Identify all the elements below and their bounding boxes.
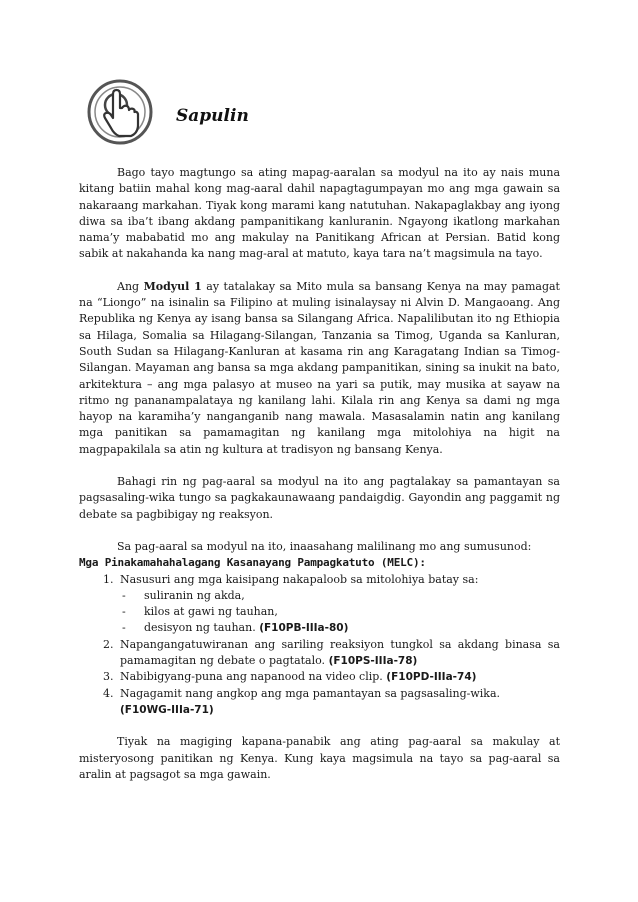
melc-item [117,669,560,685]
melc-code: (F10WG-IIIa-71) [120,703,214,716]
melc-item-text: Napangangatuwiranan ang sariling reaksiyon tungkol sa akdang binasa sa pamamagitan ng debate o pagtatalo. [120,637,560,668]
melc-subitem-text: suliranin ng akda, [144,588,245,602]
melc-item [117,637,560,670]
dash: - [122,588,126,602]
melc-subitem-text: kilos at gawi ng tauhan, [144,605,278,619]
closing-paragraph: Tiyak na magiging kapana-panabik ang ating pag-aaral sa makulay at misteryosong panitikan ng Kenya. Kung kaya magsimula na tayo sa pag-aaral sa aralin at pagsagot sa mga gawain. [79,735,560,781]
section-header [86,78,386,148]
melc-subitem [122,620,560,636]
melc-code: (F10PD-IIIa-74) [386,671,477,684]
module-label: Modyul 1 [143,279,202,293]
paragraph-lead: Ang [117,279,144,293]
section-title: Sapulin [176,106,249,126]
intro-paragraph: Bago tayo magtungo sa ating mapag-aaralan sa modyul na ito ay nais muna kitang batiin mahal kong mag-aaral dahil napagtagumpayan mo ang mga gawain sa nakaraang markahan. Tiyak kong marami kang natutuhan. Nakapaglakbay ang iyong diwa sa iba’t ibang akdang pampanitikang kanluranin. Ngayong ikatlong markahan nama’y mababatid mo ang makulay na Panitikang African at Persian. Batid kong sabik at nakahanda ka nang mag-aral at matuto, kaya tara na’t magsimula na tayo. [79,166,560,261]
dash: - [122,605,126,619]
module-intro [79,165,560,783]
melc-list [79,572,560,719]
melc-item-text: Nagagamit nang angkop ang mga pamantayan sa pagsasaling-wika. [120,686,501,700]
melc-item-text: Nabibigyang-puna ang napanood na video clip. [120,670,383,684]
melc-subitem [122,604,560,620]
melc-subitem-text: desisyon ng tauhan. [144,621,256,635]
translation-paragraph: Bahagi rin ng pag-aaral sa modyul na ito ang pagtalakay sa pamantayan sa pagsasaling-wika tungo sa pagkakaunawaang pandaigdig. Gayondin ang paggamit ng debate sa pagbibigay ng reaksyon. [79,475,560,521]
melc-item-text: Nasusuri ang mga kaisipang nakapaloob sa mitolohiya batay sa: [120,572,479,586]
melc-title: Mga Pinakamahahalagang Kasanayang Pampagkatuto (MELC): [79,556,426,570]
melc-subitem [122,588,560,604]
touch-hand-icon [86,78,156,148]
objectives-intro: Sa pag-aaral sa modyul na ito, inaasahang malilinang mo ang sumusunod: [117,539,532,553]
module-description-paragraph [79,279,560,458]
dash: - [122,621,126,635]
melc-item [117,572,560,637]
melc-code: (F10PS-IIIa-78) [328,655,418,668]
melc-code: (F10PB-IIIa-80) [259,622,349,635]
melc-sublist [120,588,560,637]
melc-item [117,686,560,719]
paragraph-body: ay tatalakay sa Mito mula sa bansang Kenya na may pamagat na “Liongo” na isinalin sa Filipino at muling isinalaysay ni Alvin D. Mangaoang. Ang Republika ng Kenya ay isang bansa sa Silangang Africa. Napalilibutan ito ng Ethiopia sa Hilaga, Somalia sa Hilagang-Silangan, Tanzania sa Timog, Uganda sa Kanluran, South Sudan sa Hilagang-Kanluran at kasama rin ang Karagatang Indian sa Timog-Silangan. Mayaman ang bansa sa mga akdang pampanitikan, sining sa inukit na bato, arkitektura – ang mga palasyo at museo na yari sa putik, may musika at sayaw na ritmo ng pananampalataya ng kanilang lahi. Kilala rin ang Kenya sa dami ng mga hayop na karamiha’y nanganganib nang mawala. Masasalamin natin ang kanilang mga panitikan sa pamamagitan ng kanilang mga mitolohiya na higit na magpapakilala sa atin ng kultura at tradisyon ng bansang Kenya. [79,279,560,456]
